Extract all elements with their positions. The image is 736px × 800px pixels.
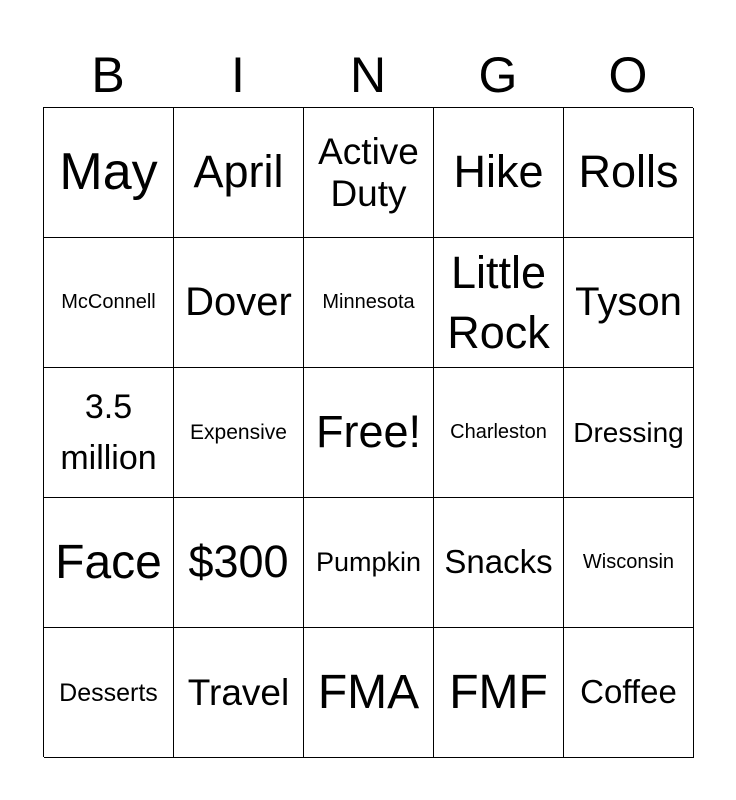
cell-label: Tyson: [575, 280, 682, 325]
cell-label: Wisconsin: [582, 551, 675, 574]
bingo-cell-b3[interactable]: [44, 368, 174, 498]
cell-label: FMF: [449, 665, 548, 719]
cell-label: Expensive: [190, 420, 287, 444]
bingo-header: [43, 44, 693, 106]
cell-label: FMA: [317, 665, 420, 719]
cell-label: Hike: [453, 146, 544, 198]
bingo-cell-g3[interactable]: [434, 368, 564, 498]
bingo-cell-b1[interactable]: [44, 108, 174, 238]
cell-label: Rolls: [578, 146, 679, 198]
bingo-cell-i2[interactable]: [174, 238, 304, 368]
cell-label: Charleston: [450, 421, 547, 444]
bingo-cell-n1[interactable]: [304, 108, 434, 238]
header-letter-g: G: [478, 47, 518, 103]
bingo-cell-b5[interactable]: [44, 628, 174, 758]
bingo-cell-g5[interactable]: [434, 628, 564, 758]
bingo-cell-o1[interactable]: [564, 108, 694, 238]
cell-label: Snacks: [444, 543, 553, 581]
bingo-cell-g2[interactable]: [434, 238, 564, 368]
bingo-cell-o3[interactable]: [564, 368, 694, 498]
cell-label: Pumpkin: [315, 547, 422, 578]
header-letter-n: N: [349, 47, 387, 103]
bingo-cell-o4[interactable]: [564, 498, 694, 628]
bingo-cell-i3[interactable]: [174, 368, 304, 498]
cell-label: April: [193, 146, 284, 198]
bingo-cell-n5[interactable]: [304, 628, 434, 758]
cell-label: Dover: [185, 280, 292, 325]
cell-label: $300: [188, 536, 289, 588]
cell-label: Active Duty: [318, 131, 419, 214]
bingo-cell-n4[interactable]: [304, 498, 434, 628]
bingo-cell-g4[interactable]: [434, 498, 564, 628]
cell-label: Face: [55, 535, 162, 589]
bingo-cell-g1[interactable]: [434, 108, 564, 238]
cell-label: Free!: [315, 406, 422, 458]
cell-label: Desserts: [59, 678, 158, 707]
cell-label: McConnell: [61, 291, 156, 314]
cell-label: Coffee: [580, 673, 677, 711]
cell-label: 3.5 million: [60, 387, 157, 477]
header-letter-b: B: [91, 47, 125, 103]
bingo-cell-i4[interactable]: [174, 498, 304, 628]
cell-label: May: [59, 143, 158, 202]
cell-label: Travel: [187, 671, 290, 713]
bingo-cell-o2[interactable]: [564, 238, 694, 368]
bingo-cell-o5[interactable]: [564, 628, 694, 758]
cell-label: Dressing: [573, 416, 684, 448]
bingo-cell-b2[interactable]: [44, 238, 174, 368]
bingo-cell-i1[interactable]: [174, 108, 304, 238]
cell-label: Minnesota: [322, 291, 415, 314]
header-letter-o: O: [608, 47, 648, 103]
bingo-cell-b4[interactable]: [44, 498, 174, 628]
bingo-cell-n3[interactable]: [304, 368, 434, 498]
cell-label: Little Rock: [447, 246, 550, 358]
bingo-cell-n2[interactable]: [304, 238, 434, 368]
bingo-cell-i5[interactable]: [174, 628, 304, 758]
header-letter-i: I: [231, 47, 245, 103]
bingo-card-grid: [43, 107, 693, 757]
